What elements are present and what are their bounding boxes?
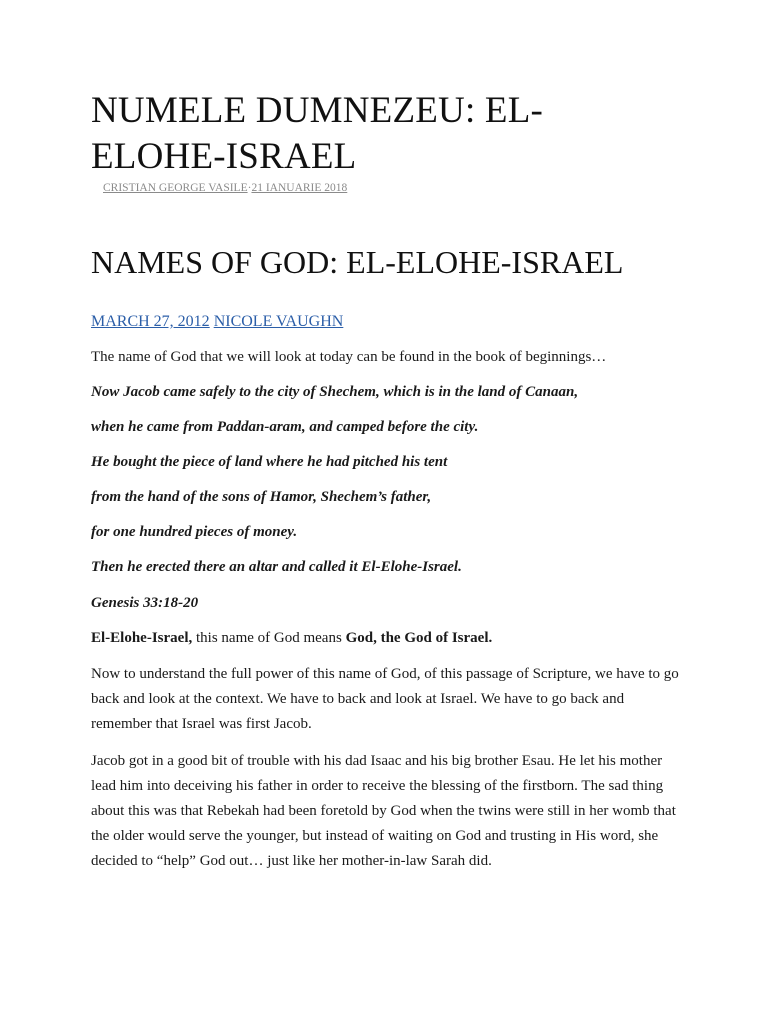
verse-line: Then he erected there an altar and called it El-Elohe-Israel. [91, 559, 462, 575]
post-meta [103, 182, 347, 194]
page-title: NUMELE DUMNEZEU: EL-ELOHE-ISRAEL [91, 90, 544, 177]
verse-line: for one hundred pieces of money. [91, 524, 298, 540]
meta-separator: · [247, 182, 252, 194]
name-definition: God, the God of Israel. [345, 630, 493, 646]
date-link[interactable]: 21 IANUARIE 2018 [251, 182, 348, 194]
name-meaning-text: this name of God means [192, 630, 346, 646]
article-title: NAMES OF GOD: EL-ELOHE-ISRAEL [91, 244, 624, 280]
article-byline [91, 313, 343, 331]
article-date-link[interactable]: MARCH 27, 2012 [91, 313, 210, 330]
verse-reference: Genesis 33:18-20 [91, 595, 199, 611]
verse-line: He bought the piece of land where he had pitched his tent [91, 454, 448, 470]
verse-line: from the hand of the sons of Hamor, Shechem’s father, [91, 489, 432, 505]
name-term: El-Elohe-Israel, [91, 630, 193, 646]
author-link[interactable]: CRISTIAN GEORGE VASILE [103, 182, 248, 194]
article-author-link[interactable]: NICOLE VAUGHN [213, 313, 344, 330]
verse-line: when he came from Paddan-aram, and camped before the city. [91, 419, 479, 435]
body-paragraph: Now to understand the full power of this name of God, of this passage of Scripture, we have to go back and look at the context. We have to back and look at Israel. We have to go back and remember that Israel was first Jacob. [91, 666, 679, 732]
name-meaning [91, 630, 492, 647]
body-paragraph: Jacob got in a good bit of trouble with his dad Isaac and his big brother Esau. He let his mother lead him into deceiving his father in order to receive the blessing of the firstborn. The sad thing about this was that Rebekah had been foretold by God when the twins were still in her womb that the older would serve the younger, but instead of waiting on God and trusting in His word, she decided to “help” God out… just like her mother-in-law Sarah did. [91, 753, 676, 869]
intro-text: The name of God that we will look at today can be found in the book of beginnings… [91, 349, 607, 365]
verse-line: Now Jacob came safely to the city of Shechem, which is in the land of Canaan, [91, 384, 579, 400]
